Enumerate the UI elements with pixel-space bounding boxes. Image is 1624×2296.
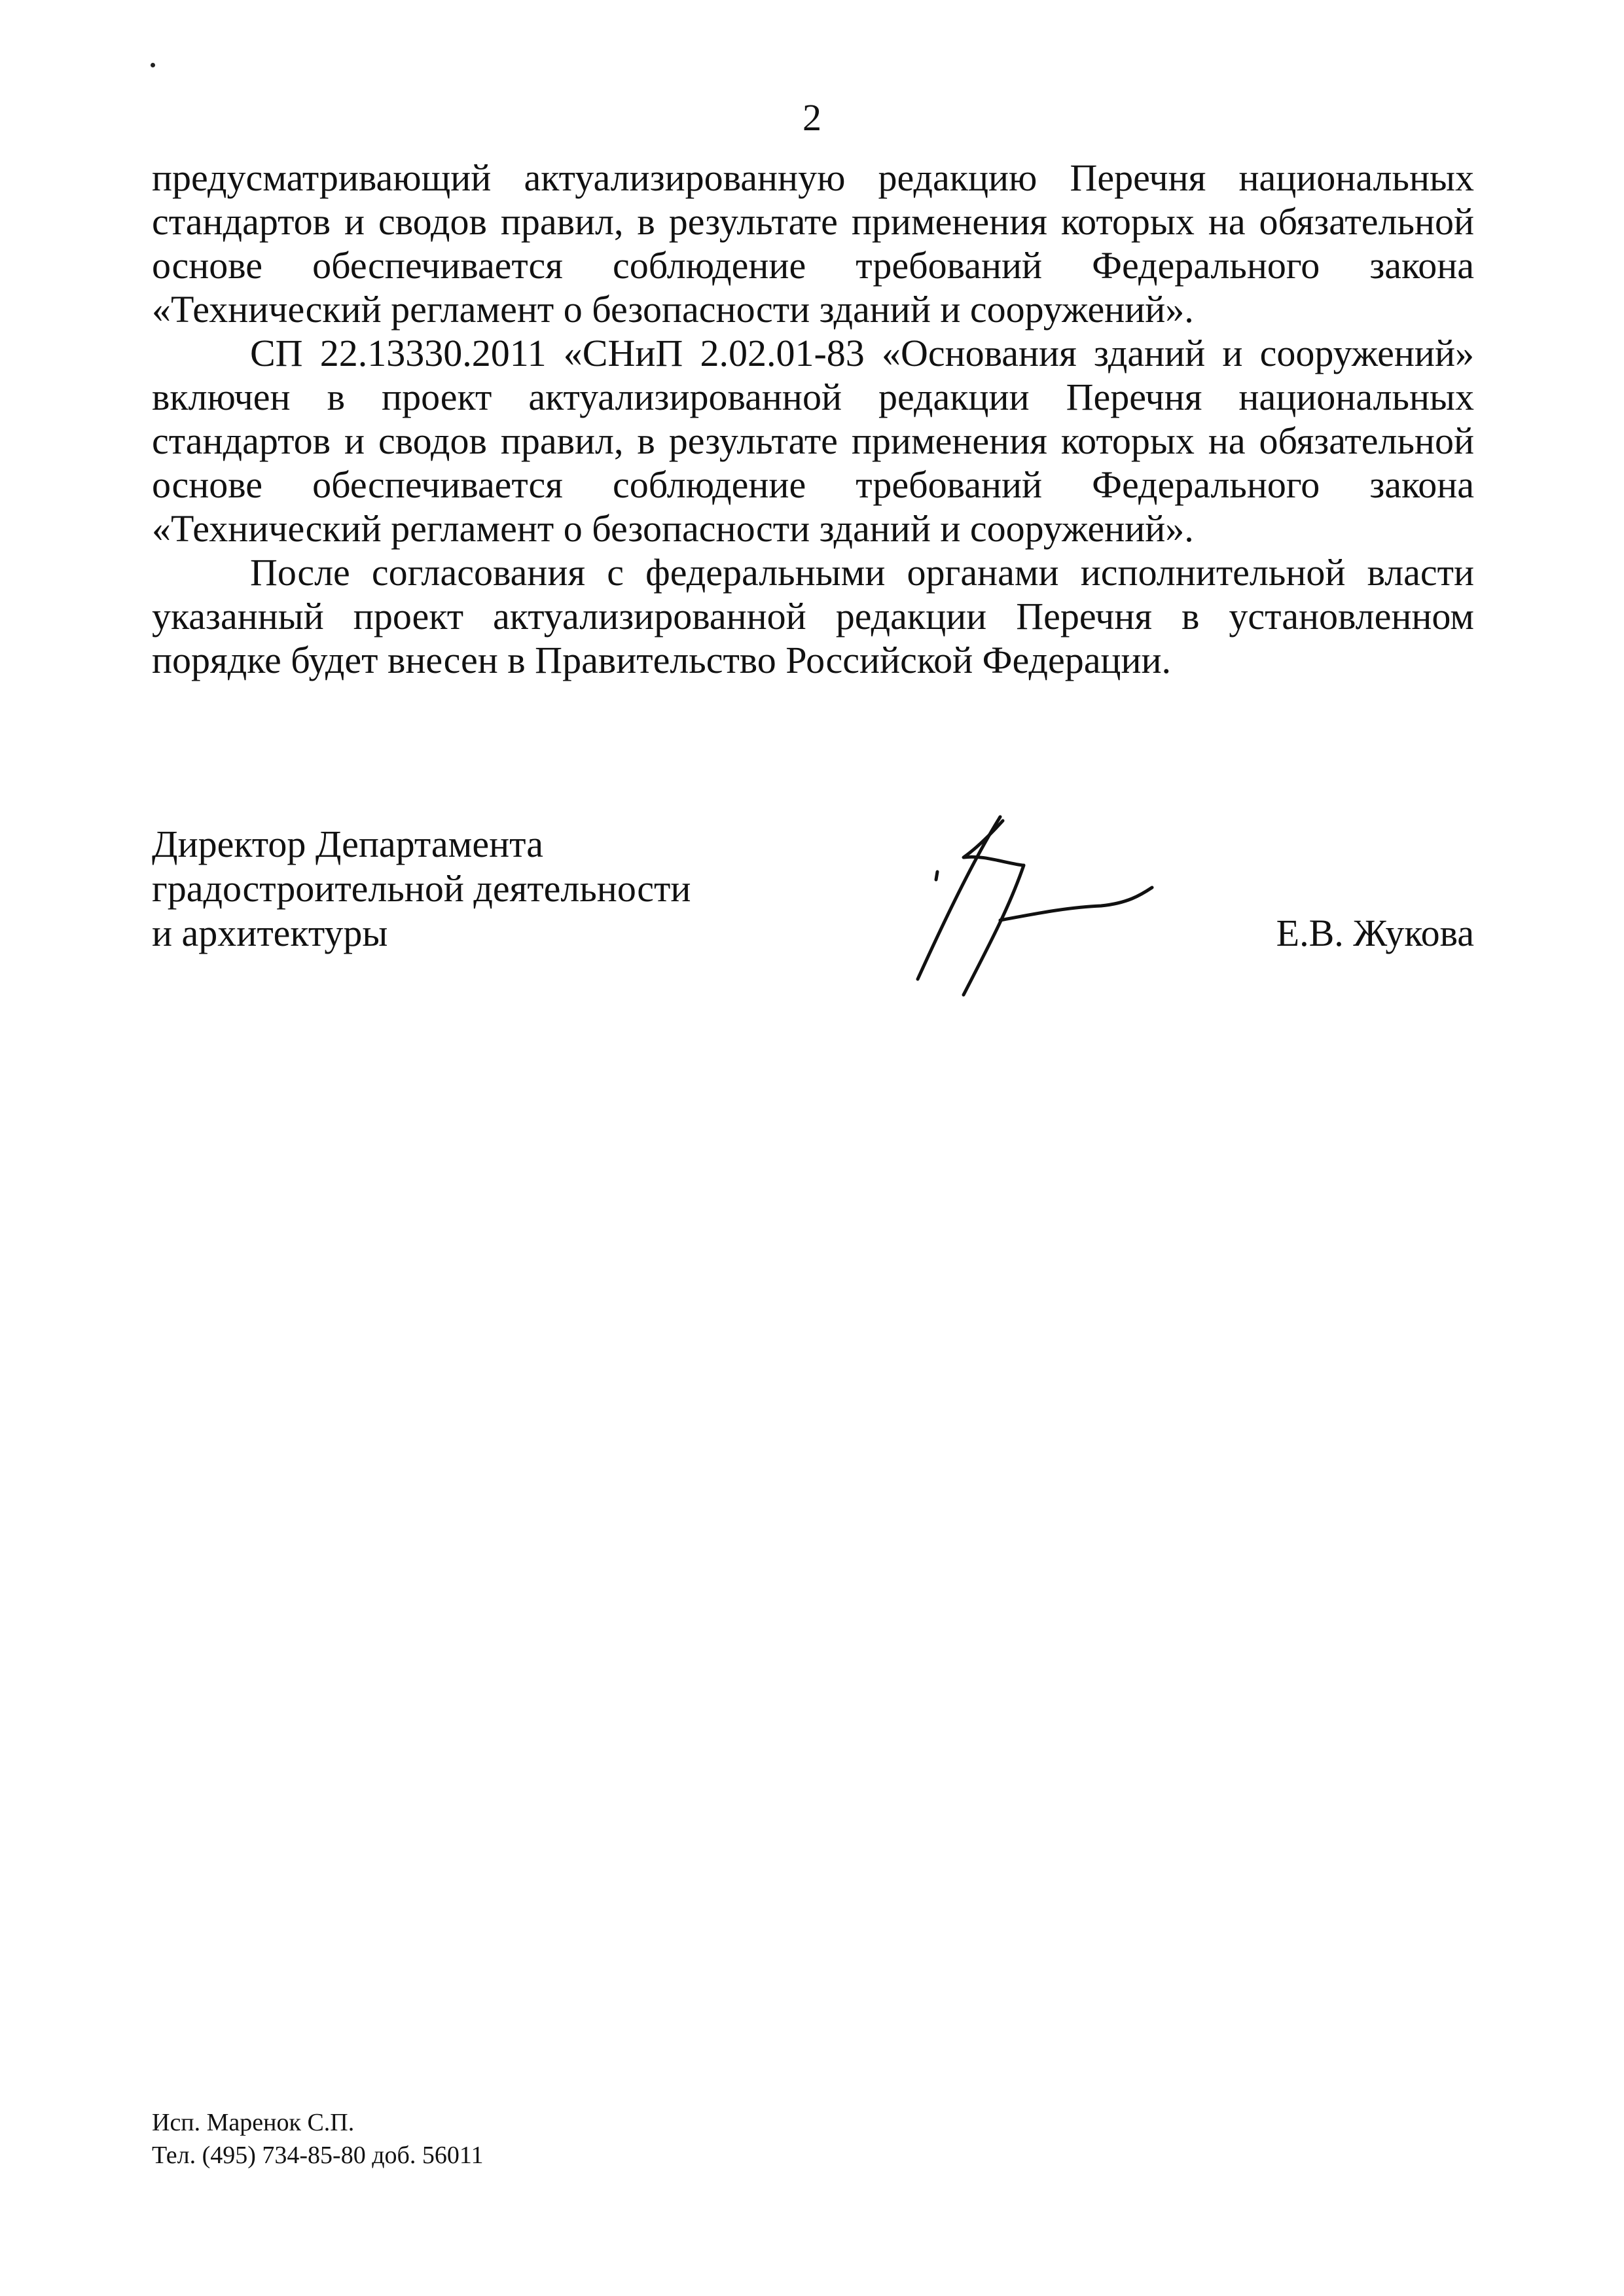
executor-info: [152, 2106, 483, 2172]
page-number: 2: [803, 96, 821, 139]
letter-body: [152, 156, 1474, 682]
signature-block: [152, 822, 1474, 1018]
signer-position-line: и архитектуры: [152, 912, 388, 954]
scan-speck: [151, 63, 155, 67]
signer-position-line: Директор Департамента: [152, 823, 543, 865]
executor-phone: Тел. (495) 734-85-80 доб. 56011: [152, 2142, 484, 2169]
signer-position: [152, 822, 691, 956]
paragraph-continuation: предусматривающий актуализированную редакцию Перечня национальных стандартов и сводов правил, в результате применения которых на обязательной основе обеспечивается соблюдение требований Федерального закона «Технический регламент о безопасности зданий и сооружений».: [152, 156, 1474, 331]
paragraph-sp-inclusion: СП 22.13330.2011 «СНиП 2.02.01-83 «Основания зданий и сооружений» включен в проект актуализированной редакции Перечня национальных стандартов и сводов правил, в результате применения которых на обязательной основе обеспечивается соблюдение требований Федерального закона «Технический регламент о безопасности зданий и сооружений».: [152, 332, 1474, 550]
handwritten-signature: [872, 809, 1212, 1005]
executor-name: Исп. Маренок С.П.: [152, 2109, 355, 2136]
signer-name: Е.В. Жукова: [1276, 912, 1474, 954]
signer-position-line: градостроительной деятельности: [152, 867, 691, 910]
paragraph-government-submission: После согласования с федеральными органами исполнительной власти указанный проект актуализированной редакции Перечня в установленном порядке будет внесен в Правительство Российской Федерации.: [152, 551, 1474, 681]
